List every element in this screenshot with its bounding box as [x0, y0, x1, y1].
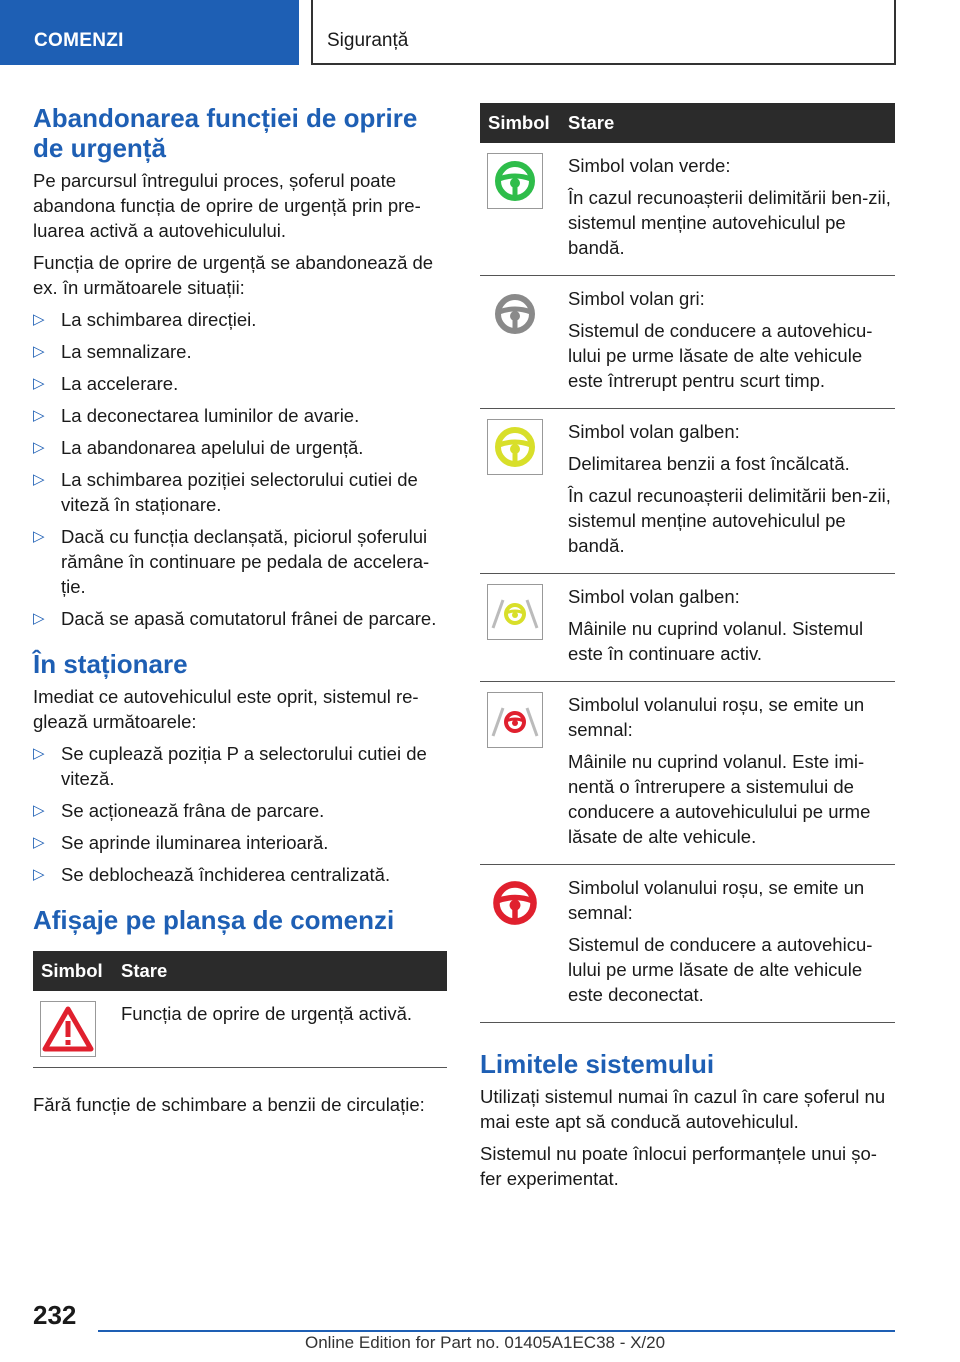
footer-edition: Online Edition for Part no. 01405A1EC38 - X/20	[305, 1333, 666, 1352]
symbol-table-right	[480, 103, 895, 1023]
triangle-bullet-icon: ▷	[33, 407, 45, 424]
section-heading-displays: Afișaje pe planșa de comenzi	[33, 905, 395, 935]
table-row	[480, 409, 895, 574]
table-cell-state: Funcția de oprire de urgență activă.	[121, 1003, 413, 1024]
column-header-state: Stare	[121, 960, 168, 981]
footer-divider	[98, 1330, 895, 1332]
list-item: ▷ La schimbarea direcției.	[33, 309, 257, 330]
paragraph: Sistemul nu poate înlocui performanțele unui șo-fer experimentat.	[480, 1143, 877, 1189]
table-row	[480, 865, 895, 1023]
triangle-bullet-icon: ▷	[33, 439, 45, 456]
symbol-table-left	[33, 951, 447, 1068]
section-tab	[0, 0, 299, 65]
list-item: ▷ Dacă se apasă comutatorul frânei de parcare.	[33, 608, 437, 629]
list-item: ▷ Se cuplează poziția P a selectorului cutiei de viteză.	[33, 743, 427, 789]
steering-wheel-green-icon	[487, 153, 543, 209]
paragraph: Funcția de oprire de urgență se abandonează de ex. în următoarele situații:	[33, 252, 434, 298]
list-item: ▷ La accelerare.	[33, 373, 179, 394]
steering-wheel-yellow-icon	[487, 419, 543, 475]
left-column	[33, 103, 447, 1124]
table-cell-state: În cazul recunoașterii delimitării ben-zii, sistemul menține autovehiculul pe bandă.	[568, 485, 891, 556]
table-cell-state: Sistemul de conducere a autovehicu-lului pe urme lăsate de alte vehicule este deconectat.	[568, 934, 873, 1005]
triangle-bullet-icon: ▷	[33, 834, 45, 851]
list-item: ▷ La schimbarea poziției selectorului cutiei de viteză în staționare.	[33, 469, 418, 515]
table-header	[33, 951, 447, 991]
triangle-bullet-icon: ▷	[33, 745, 45, 762]
steering-wheel-red-lanes-icon	[487, 692, 543, 748]
table-cell-state: Simbolul volanului roșu, se emite un semnal:	[568, 877, 865, 923]
section-heading-abandon: Abandonarea funcției de oprire de urgență	[33, 103, 418, 163]
table-cell-state: Sistemul de conducere a autovehicu-lului pe urme lăsate de alte vehicule este întrerupt pentru scurt timp.	[568, 320, 873, 391]
paragraph: Fără funcție de schimbare a benzii de circulație:	[33, 1094, 425, 1115]
paragraph: Pe parcursul întregului proces, șoferul poate abandona funcția de oprire de urgență prin pre-luarea activă a autovehiculului.	[33, 170, 421, 241]
page-number: 232	[33, 1300, 77, 1330]
triangle-bullet-icon: ▷	[33, 802, 45, 819]
table-row	[480, 574, 895, 682]
steering-wheel-red-icon	[487, 875, 543, 931]
triangle-bullet-icon: ▷	[33, 343, 45, 360]
warning-triangle-icon	[40, 1001, 96, 1057]
triangle-bullet-icon: ▷	[33, 311, 45, 328]
section-title: COMENZI	[34, 30, 124, 51]
table-cell-state: Simbolul volanului roșu, se emite un semnal:	[568, 694, 865, 740]
table-cell-state: Delimitarea benzii a fost încălcată.	[568, 453, 850, 474]
triangle-bullet-icon: ▷	[33, 471, 45, 488]
list-item: ▷ La abandonarea apelului de urgență.	[33, 437, 364, 458]
list-item: ▷ Dacă cu funcția declanșată, piciorul șoferului rămâne în continuare pe pedala de accelera-ție.	[33, 526, 430, 597]
table-header	[480, 103, 895, 143]
paragraph: Imediat ce autovehiculul este oprit, sistemul re-glează următoarele:	[33, 686, 419, 732]
column-header-state: Stare	[568, 112, 615, 133]
table-cell-state: Simbol volan verde:	[568, 155, 731, 176]
right-column	[480, 103, 895, 1198]
table-row	[480, 276, 895, 409]
list-item: ▷ La semnalizare.	[33, 341, 192, 362]
abandon-situations-list	[33, 307, 447, 631]
steering-wheel-yellow-lanes-icon	[487, 584, 543, 640]
table-cell-state: Simbol volan gri:	[568, 288, 705, 309]
column-header-symbol: Simbol	[488, 112, 550, 133]
table-cell-state: Simbol volan galben:	[568, 586, 740, 607]
table-cell-state: Simbol volan galben:	[568, 421, 740, 442]
column-header-symbol: Simbol	[41, 960, 103, 981]
list-item: ▷ La deconectarea luminilor de avarie.	[33, 405, 360, 426]
triangle-bullet-icon: ▷	[33, 528, 45, 545]
section-heading-standstill: În staționare	[33, 649, 188, 679]
chapter-title: Siguranță	[327, 30, 409, 51]
list-item: ▷ Se deblochează închiderea centralizată.	[33, 864, 391, 885]
standstill-actions-list	[33, 741, 447, 887]
steering-wheel-gray-icon	[487, 286, 543, 342]
triangle-bullet-icon: ▷	[33, 375, 45, 392]
table-row	[33, 991, 447, 1068]
table-cell-state: În cazul recunoașterii delimitării ben-zii, sistemul menține autovehiculul pe bandă.	[568, 187, 891, 258]
list-item: ▷ Se acționează frâna de parcare.	[33, 800, 325, 821]
table-row	[480, 143, 895, 276]
table-cell-state: Mâinile nu cuprind volanul. Este imi-nentă o întrerupere a sistemului de conducere a autovehiculului pe urme lăsate de alte vehicule.	[568, 751, 871, 847]
triangle-bullet-icon: ▷	[33, 866, 45, 883]
table-cell-state: Mâinile nu cuprind volanul. Sistemul este în continuare activ.	[568, 618, 864, 664]
paragraph: Utilizați sistemul numai în cazul în care șoferul nu mai este apt să conducă autovehiculul.	[480, 1086, 886, 1132]
table-row	[480, 682, 895, 865]
triangle-bullet-icon: ▷	[33, 610, 45, 627]
list-item: ▷ Se aprinde iluminarea interioară.	[33, 832, 329, 853]
chapter-tab	[311, 0, 896, 65]
section-heading-limits: Limitele sistemului	[480, 1049, 715, 1079]
